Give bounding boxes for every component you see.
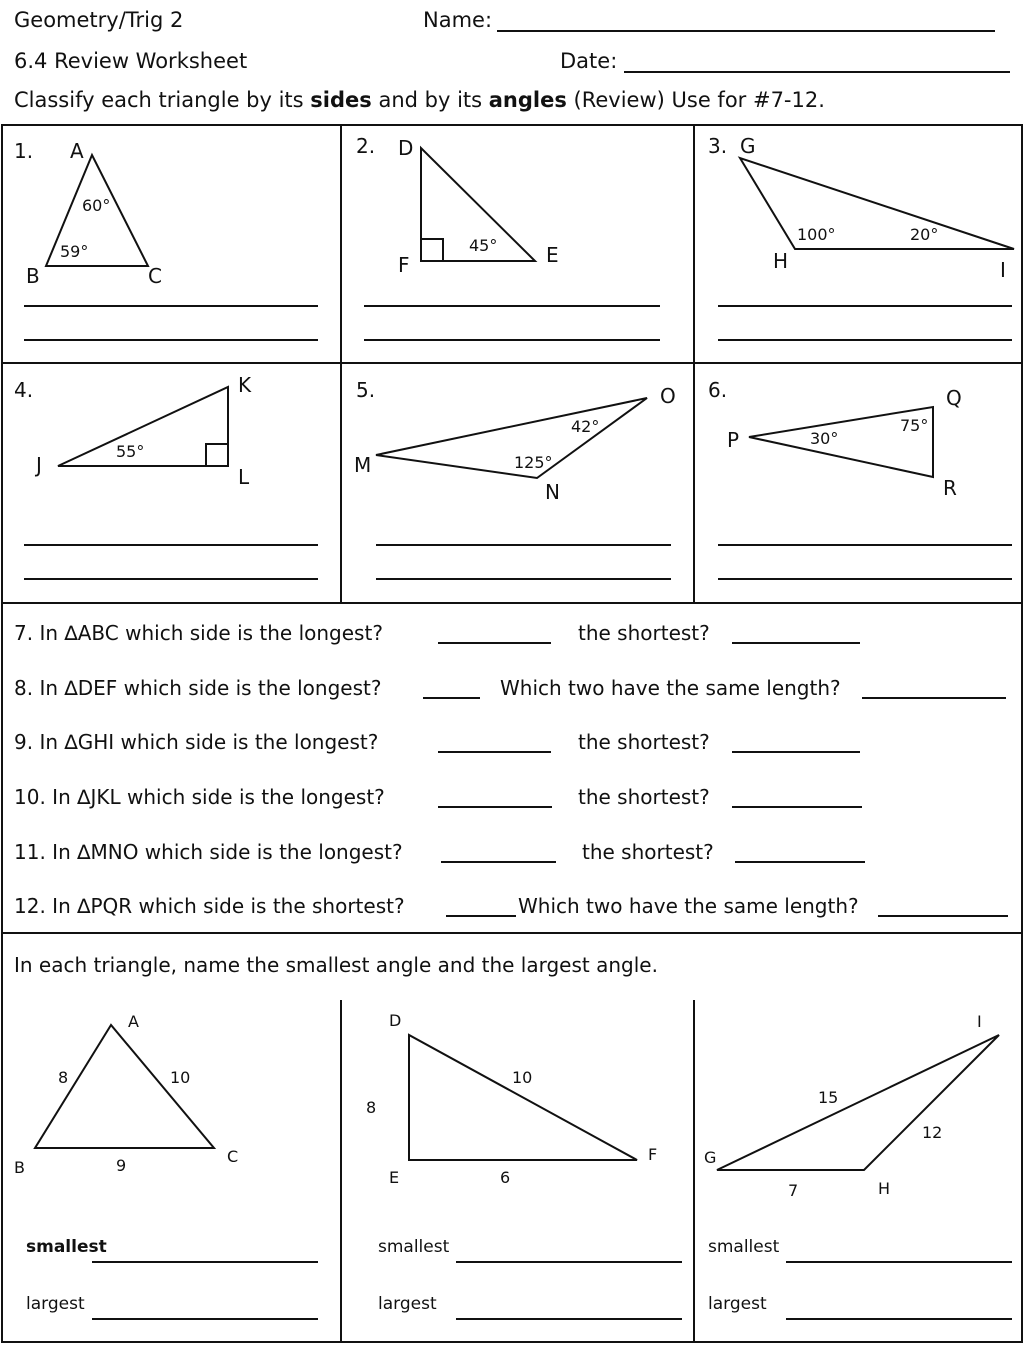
question-7: 7. In ∆ABC which side is the longest? xyxy=(14,621,383,645)
angle-label: 55° xyxy=(116,442,145,461)
instructions-text: Classify each triangle by its xyxy=(14,88,311,112)
answer-blank-smallest-3[interactable] xyxy=(786,1261,1012,1263)
triangle-ghi-2 xyxy=(717,1035,999,1170)
side-length: 6 xyxy=(500,1168,511,1187)
problem-number: 5. xyxy=(356,378,376,402)
vertex-label: Q xyxy=(946,386,962,410)
largest-label-2: largest xyxy=(378,1294,437,1314)
smallest-label-1: smallest xyxy=(26,1237,107,1257)
instructions-angles: angles xyxy=(488,88,567,112)
answer-blank-smallest-2[interactable] xyxy=(456,1261,682,1263)
course-title: Geometry/Trig 2 xyxy=(14,8,184,32)
angle-label: 75° xyxy=(900,416,929,435)
side-length: 7 xyxy=(788,1181,799,1200)
vertex-label: G xyxy=(704,1148,717,1167)
largest-label-3: largest xyxy=(708,1294,767,1314)
vertex-label: R xyxy=(943,476,957,500)
problem-number: 1. xyxy=(14,139,34,163)
vertex-label: G xyxy=(740,134,756,158)
side-length: 8 xyxy=(366,1098,377,1117)
angle-label: 100° xyxy=(797,225,836,244)
instructions-text-end: (Review) Use for #7-12. xyxy=(566,88,825,112)
side-length: 10 xyxy=(170,1068,191,1087)
vertex-label: D xyxy=(398,136,414,160)
vertex-label: N xyxy=(545,480,560,504)
problem-number: 3. xyxy=(708,134,728,158)
vertex-label: F xyxy=(648,1145,658,1164)
side-length: 9 xyxy=(116,1156,127,1175)
instructions-sides: sides xyxy=(310,88,372,112)
vertex-label: D xyxy=(389,1011,402,1030)
question-8-second: Which two have the same length? xyxy=(500,676,841,700)
section2-instruction: In each triangle, name the smallest angle and the largest angle. xyxy=(14,953,658,977)
side-length: 10 xyxy=(512,1068,533,1087)
vertex-label: B xyxy=(26,264,40,288)
question-9-second: the shortest? xyxy=(578,730,710,754)
answer-blank-largest-2[interactable] xyxy=(456,1318,682,1320)
question-7-second: the shortest? xyxy=(578,621,710,645)
date-label: Date: xyxy=(560,49,618,73)
vertex-label: C xyxy=(227,1147,239,1166)
angle-label: 45° xyxy=(469,236,498,255)
side-length: 8 xyxy=(58,1068,69,1087)
vertex-label: B xyxy=(14,1158,25,1177)
vertex-label: K xyxy=(238,373,252,397)
vertex-label: F xyxy=(398,253,410,277)
question-8: 8. In ∆DEF which side is the longest? xyxy=(14,676,382,700)
smallest-label-2: smallest xyxy=(378,1237,450,1257)
vertex-label: I xyxy=(1000,258,1006,282)
vertex-label: L xyxy=(238,465,250,489)
answer-blank-largest-1[interactable] xyxy=(92,1318,318,1320)
vertex-label: C xyxy=(148,264,162,288)
smallest-label-3: smallest xyxy=(708,1237,780,1257)
vertex-label: A xyxy=(128,1012,139,1031)
question-12-second: Which two have the same length? xyxy=(518,894,859,918)
vertex-label: M xyxy=(354,453,372,477)
answer-blank-smallest-1[interactable] xyxy=(92,1261,318,1263)
angle-label: 20° xyxy=(910,225,939,244)
name-label: Name: xyxy=(423,8,493,32)
vertex-label: P xyxy=(727,428,740,452)
question-12: 12. In ∆PQR which side is the shortest? xyxy=(14,894,405,918)
angle-label: 42° xyxy=(571,417,600,436)
vertex-label: E xyxy=(546,243,559,267)
problem-number: 4. xyxy=(14,378,34,402)
vertex-label: J xyxy=(36,453,42,477)
angle-label: 125° xyxy=(514,453,553,472)
side-length: 12 xyxy=(922,1123,943,1142)
side-length: 15 xyxy=(818,1088,839,1107)
instructions-text-mid: and by its xyxy=(371,88,489,112)
angle-label: 30° xyxy=(810,429,839,448)
worksheet-title: 6.4 Review Worksheet xyxy=(14,49,248,73)
triangle-def-2 xyxy=(409,1035,637,1160)
answer-blank-largest-3[interactable] xyxy=(786,1318,1012,1320)
question-10: 10. In ∆JKL which side is the longest? xyxy=(14,785,385,809)
problem-number: 6. xyxy=(708,378,728,402)
vertex-label: E xyxy=(389,1168,400,1187)
question-9: 9. In ∆GHI which side is the longest? xyxy=(14,730,379,754)
question-11-second: the shortest? xyxy=(582,840,714,864)
question-11: 11. In ∆MNO which side is the longest? xyxy=(14,840,403,864)
vertex-label: H xyxy=(878,1179,891,1198)
problem-number: 2. xyxy=(356,134,376,158)
vertex-label: O xyxy=(660,384,676,408)
vertex-label: A xyxy=(70,139,84,163)
question-10-second: the shortest? xyxy=(578,785,710,809)
vertex-label: H xyxy=(773,249,789,273)
angle-label: 60° xyxy=(82,196,111,215)
vertex-label: I xyxy=(977,1012,982,1031)
angle-label: 59° xyxy=(60,242,89,261)
largest-label-1: largest xyxy=(26,1294,85,1314)
